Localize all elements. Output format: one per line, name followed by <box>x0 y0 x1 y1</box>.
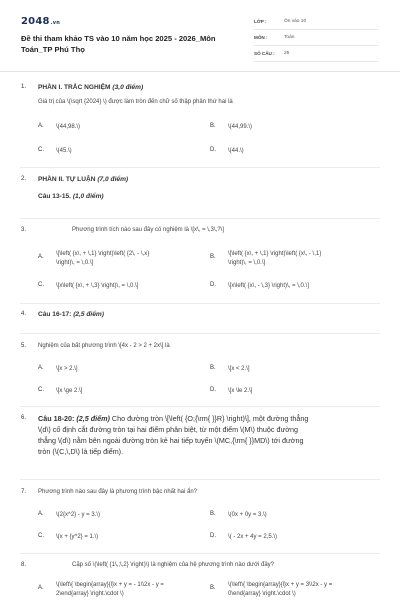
option-text: \(45.\) <box>56 148 72 154</box>
sub-heading <box>38 311 104 318</box>
meta-label: MÔN : <box>254 35 268 40</box>
sub-title: Câu 18-20: <box>38 414 75 423</box>
option-letter: C. <box>38 282 44 288</box>
option-text-line: \right)\, = \,0.\] <box>56 260 94 266</box>
option-letter: B. <box>210 511 216 517</box>
question-separator <box>20 303 380 304</box>
option-text: \(2{x^2} - y = 3.\) <box>56 512 101 518</box>
meta-value: 25 <box>284 51 290 56</box>
section-title: PHẦN I. TRẮC NGHIỆM <box>38 84 111 91</box>
option-letter: C. <box>38 387 44 393</box>
section-score: (7,0 điểm) <box>97 176 129 183</box>
option-letter: A. <box>38 254 44 260</box>
option-d[interactable] <box>210 147 244 156</box>
body-line: \(d\) cố định cắt đường tròn tại hai điểm phân biệt, từ một điểm \(M\) thuộc đường <box>38 425 298 434</box>
section-score: (3,0 điểm) <box>112 84 144 91</box>
option-text-line: \[\left( {x\, + \,1} \right)\left( {2\, - \,x} <box>56 251 150 257</box>
option-text <box>56 581 164 599</box>
logo-text: 2048 <box>21 16 50 27</box>
meta-row-count <box>254 46 378 62</box>
section-title: PHẦN II. TỰ LUẬN <box>38 176 96 183</box>
body-line: tròn (\(C,\,D\) là tiếp điểm). <box>38 447 124 456</box>
meta-row-class <box>254 14 378 30</box>
option-text: \[x \ge 2.\] <box>56 388 83 394</box>
option-letter: D. <box>210 533 216 539</box>
option-letter: A. <box>38 511 44 517</box>
question-separator <box>20 479 380 480</box>
question-separator <box>20 406 380 407</box>
option-d[interactable] <box>210 533 277 542</box>
option-text: \(0x + 0y = 3.\) <box>228 512 267 518</box>
option-a[interactable] <box>38 365 78 374</box>
option-text-line: 0\end{array} \right.\cdot \) <box>228 591 296 597</box>
question-number: 7. <box>21 489 27 495</box>
sub-score: (2,5 điểm) <box>76 414 110 423</box>
question-number: 3. <box>21 227 27 233</box>
option-text: \(44,99.\) <box>228 124 253 130</box>
option-text-line: \[\left( {x\, + \,1} \right)\left( {x\, - \,1} <box>228 251 322 257</box>
body-line: Cho đường tròn \[\left( {O;{\rm{ }}R} \right)\], một đường thẳng <box>111 414 309 423</box>
logo-suffix: .vn <box>50 20 60 26</box>
option-text: \[x < 2.\] <box>228 366 250 372</box>
option-a[interactable] <box>38 250 149 268</box>
option-text-line: \(\left\{ \begin{array}{l}x + y = 3\\2x - y = <box>228 582 333 588</box>
option-c[interactable] <box>38 533 98 542</box>
document-header <box>0 0 400 68</box>
option-a[interactable] <box>38 123 80 132</box>
meta-row-subject <box>254 30 378 46</box>
option-d[interactable] <box>210 282 309 291</box>
question-stem: Giá trị của \(\sqrt {2024} \) được làm tròn đến chữ số thập phân thứ hai là <box>38 99 233 105</box>
option-a[interactable] <box>38 581 164 599</box>
option-c[interactable] <box>38 147 72 156</box>
option-letter: A. <box>38 123 44 129</box>
question-number: 4. <box>21 311 27 317</box>
sub-heading <box>38 193 104 200</box>
question-body <box>38 413 380 457</box>
option-c[interactable] <box>38 282 138 291</box>
option-letter: C. <box>38 533 44 539</box>
option-text: \(44.\) <box>228 148 244 154</box>
meta-label: LỚP : <box>254 19 267 24</box>
question-number: 6. <box>21 415 27 421</box>
option-text: \[x\left( {x\, - \,3} \right)\, = \,0.\] <box>228 283 309 289</box>
sub-title: Câu 13-15. <box>38 193 71 200</box>
question-stem: Cặp số \(\left( {1\,;\,2} \right)\) là nghiệm của hệ phương trình nào dưới đây? <box>72 562 275 568</box>
meta-value: Ôn vào 10 <box>284 19 307 24</box>
sub-score: (2,5 điểm) <box>73 311 104 318</box>
option-letter: B. <box>210 254 216 260</box>
option-letter: A. <box>38 365 44 371</box>
option-letter: B. <box>210 365 216 371</box>
question-number: 8. <box>21 562 27 568</box>
question-separator <box>20 167 380 168</box>
option-text-line: \(\left\{ \begin{array}{l}x + y = - 1\\2x - y = <box>56 582 164 588</box>
option-text: \( - 2x + 4y = 2,5.\) <box>228 534 278 540</box>
question-separator <box>20 218 380 219</box>
option-b[interactable] <box>210 250 321 268</box>
option-b[interactable] <box>210 511 267 520</box>
exam-meta <box>254 14 378 62</box>
option-b[interactable] <box>210 123 252 132</box>
option-b[interactable] <box>210 581 332 599</box>
header-divider <box>0 71 400 72</box>
option-c[interactable] <box>38 387 82 396</box>
question-number: 5. <box>21 343 27 349</box>
option-text: \(44,98.\) <box>56 124 81 130</box>
question-stem: Phương trình nào sau đây là phương trình bậc nhất hai ẩn? <box>38 489 198 495</box>
option-text: \[x \le 2.\] <box>228 388 253 394</box>
option-letter: D. <box>210 147 216 153</box>
option-b[interactable] <box>210 365 250 374</box>
meta-label: SỐ CÂU : <box>254 51 275 56</box>
option-text: \[x\left( {x\, + \,3} \right)\, = \,0.\] <box>56 283 139 289</box>
option-text <box>228 581 332 599</box>
sub-score: (1,0 điểm) <box>72 193 104 200</box>
meta-value: Toán <box>284 35 295 40</box>
option-letter: B. <box>210 585 216 591</box>
option-text-line: 2\end{array} \right.\cdot \) <box>56 591 124 597</box>
option-text <box>56 250 149 268</box>
site-logo[interactable] <box>21 16 60 27</box>
exam-title: Đề thi tham khảo TS vào 10 năm học 2025 - 2026_Môn Toán_TP Phú Thọ <box>21 34 216 54</box>
question-separator <box>20 553 380 554</box>
option-a[interactable] <box>38 511 100 520</box>
option-letter: B. <box>210 123 216 129</box>
question-stem: Phương trình tích nào sau đây có nghiệm là \[x\, = \,3\,?\] <box>72 227 224 233</box>
question-stem: Nghiệm của bất phương trình \[4x - 2 > 2 + 2x\] là <box>38 343 170 349</box>
option-text <box>228 250 321 268</box>
section-heading <box>38 176 128 183</box>
option-letter: D. <box>210 282 216 288</box>
option-text: \(x + {y^2} = 1.\) <box>56 534 99 540</box>
option-letter: C. <box>38 147 44 153</box>
option-d[interactable] <box>210 387 252 396</box>
option-letter: A. <box>38 585 44 591</box>
question-number: 1. <box>21 84 27 90</box>
sub-title: Câu 16-17: <box>38 311 72 318</box>
body-line: thẳng \(d\) nằm bên ngoài đường tròn kẻ hai tiếp tuyến \(MC,{\rm{ }}MD\) tới đường <box>38 436 304 445</box>
question-number: 2. <box>21 176 27 182</box>
option-text: \[x > 2.\] <box>56 366 78 372</box>
option-letter: D. <box>210 387 216 393</box>
question-separator <box>20 333 380 334</box>
section-heading <box>38 84 143 91</box>
option-text-line: \right)\, = \,0.\] <box>228 260 266 266</box>
